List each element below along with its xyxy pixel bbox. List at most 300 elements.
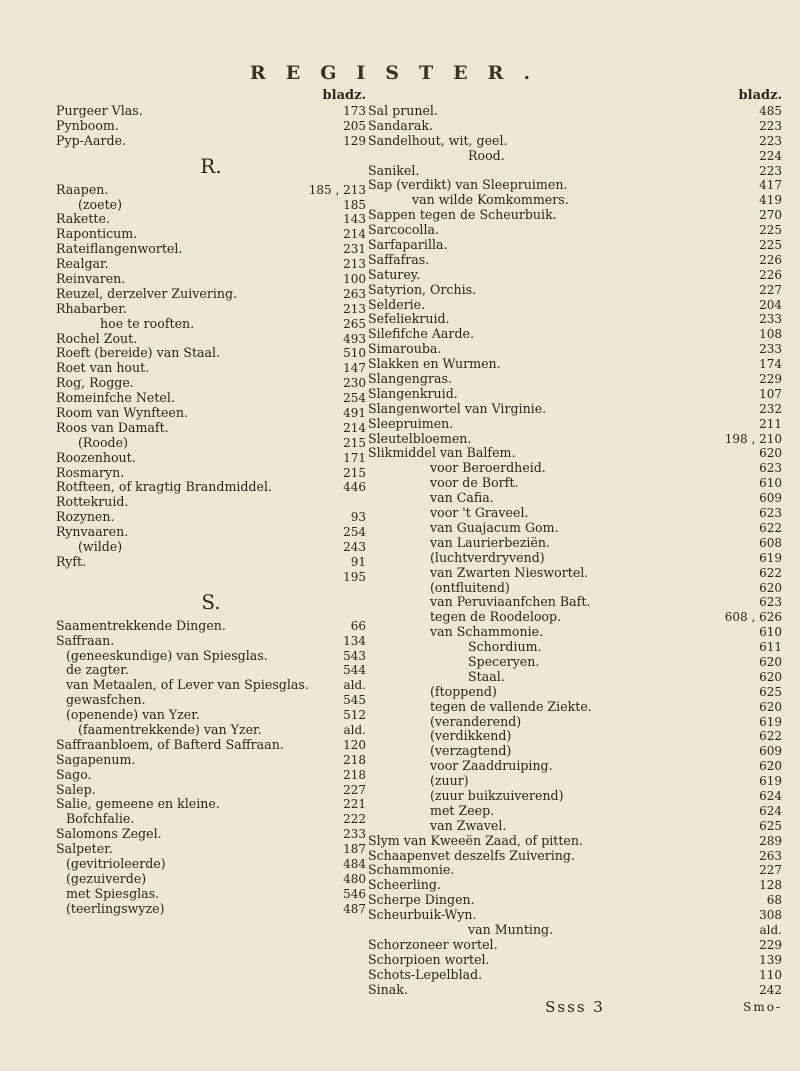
entry-page: 93 [350, 510, 366, 525]
entry-term: Roet van hout. [56, 360, 150, 376]
index-entry [368, 446, 782, 461]
right-column-header [368, 88, 782, 104]
entry-term: Ryft. [56, 553, 87, 569]
entry-term: Bofchfalie. [66, 811, 135, 827]
entry-term: tegen de Roodeloop. [430, 609, 562, 625]
entry-term: (zoete) [78, 196, 123, 212]
index-entry [56, 634, 366, 649]
entry-page: 227 [759, 282, 782, 297]
entry-page: 623 [759, 506, 782, 521]
entry-page: 609 [759, 491, 782, 506]
entry-term: Sefeliekruid. [368, 311, 450, 327]
entry-term: Rog, Rogge. [56, 375, 134, 391]
entry-term: Salep. [56, 781, 96, 797]
index-entry [56, 287, 366, 302]
index-entry [368, 834, 782, 849]
left-column [56, 88, 366, 917]
index-entry [368, 566, 782, 581]
entry-page: 620 [759, 669, 782, 684]
index-entry [368, 402, 782, 417]
entry-page: 107 [759, 386, 782, 401]
bladz-label: bladz. [322, 88, 366, 103]
entry-term: Sandelhout, wit, geel. [368, 132, 508, 148]
entry-term: Roos van Damaft. [56, 419, 169, 435]
entry-term: Saturey. [368, 266, 421, 282]
entry-page: 289 [759, 833, 782, 848]
index-entry [368, 878, 782, 893]
index-entry [368, 372, 782, 387]
index-entry [56, 783, 366, 798]
index-entry [368, 327, 782, 342]
index-entry [368, 164, 782, 179]
entry-page: 187 [343, 842, 366, 857]
entry-term: voor Zaaddruiping. [430, 758, 553, 774]
entry-term: Room van Wynfteen. [56, 405, 188, 421]
index-entry [56, 376, 366, 391]
entry-page: 624 [759, 803, 782, 818]
entry-term: Sandarak. [368, 117, 433, 133]
entry-page: 608 [759, 535, 782, 550]
entry-term: Sap (verdikt) van Sleepruimen. [368, 177, 568, 193]
entry-page: 624 [759, 788, 782, 803]
entry-page: 227 [343, 782, 366, 797]
entry-page: 120 [343, 737, 366, 752]
entry-term: voor 't Graveel. [430, 505, 529, 521]
entry-term: Schots-Lepelblad. [368, 966, 483, 982]
index-entry [56, 649, 366, 664]
index-entry [368, 283, 782, 298]
entry-term: de zagter. [66, 662, 129, 678]
entry-page: 173 [343, 104, 366, 118]
index-entry [368, 849, 782, 864]
entry-term: (luchtverdryvend) [430, 549, 545, 565]
entry-page: 215 [343, 435, 366, 450]
index-entry [56, 570, 366, 585]
entry-page: 227 [759, 863, 782, 878]
index-entry [56, 302, 366, 317]
entry-term: Slym van Kweeën Zaad, of pitten. [368, 832, 583, 848]
right-entries [368, 104, 782, 997]
entry-page: 242 [759, 982, 782, 997]
index-entry [368, 625, 782, 640]
index-entry [56, 678, 366, 693]
index-entry [368, 491, 782, 506]
entry-term: met Zeep. [430, 802, 495, 818]
index-entry [56, 257, 366, 272]
index-entry [56, 421, 366, 436]
index-entry [368, 759, 782, 774]
index-entry [56, 104, 366, 119]
section-letter: S. [201, 589, 221, 614]
entry-term: Raponticum. [56, 226, 138, 242]
entry-page: 610 [759, 476, 782, 491]
entry-term: (verdikkend) [430, 728, 512, 744]
entry-page: 545 [343, 693, 366, 708]
entry-page: 611 [759, 640, 782, 655]
entry-term: Romeinfche Netel. [56, 390, 175, 406]
entry-page: 185 , 213 [308, 182, 366, 197]
index-entry [368, 476, 782, 491]
entry-page: 134 [343, 633, 366, 648]
entry-term: Rotfteen, of kragtig Brandmiddel. [56, 479, 273, 495]
entry-term: Slakken en Wurmen. [368, 356, 501, 372]
index-entry [56, 332, 366, 347]
entry-term: Roozenhout. [56, 449, 136, 465]
index-entry [368, 729, 782, 744]
entry-term: Sanikel. [368, 162, 420, 178]
index-entry [56, 902, 366, 917]
entry-page: 610 [759, 625, 782, 640]
entry-term: van Zwarten Nieswortel. [430, 564, 589, 580]
index-entry [368, 298, 782, 313]
entry-page: 620 [759, 699, 782, 714]
entry-page: 419 [759, 193, 782, 208]
entry-term: (gevitrioleerde) [66, 855, 166, 871]
left-column-header [56, 88, 366, 104]
entry-page: 214 [343, 420, 366, 435]
entry-page: 231 [343, 242, 366, 257]
entry-term: Sago. [56, 766, 92, 782]
entry-page: 213 [343, 257, 366, 272]
index-entry [56, 391, 366, 406]
entry-term: van Cafia. [430, 490, 494, 506]
entry-term: (verzagtend) [430, 743, 512, 759]
index-entry [368, 134, 782, 149]
entry-term: Saffraanbloem, of Bafterd Saffraan. [56, 736, 284, 752]
entry-term: Schordium. [468, 639, 542, 655]
entry-term: (ontfluitend) [430, 579, 510, 595]
entry-page: 485 [759, 104, 782, 118]
entry-term: van Laurierbeziën. [430, 534, 550, 550]
entry-page: ald. [343, 722, 366, 737]
entry-page: 195 [343, 569, 366, 584]
entry-page: 226 [759, 267, 782, 282]
entry-page: 229 [759, 372, 782, 387]
entry-term: Salomons Zegel. [56, 826, 162, 842]
entry-term: Staal. [468, 668, 505, 684]
entry-page: 544 [343, 663, 366, 678]
entry-page: 265 [343, 316, 366, 331]
section-letter: R. [200, 153, 222, 178]
entry-page: 171 [343, 450, 366, 465]
index-entry [368, 223, 782, 238]
index-entry [368, 640, 782, 655]
index-entry [368, 238, 782, 253]
entry-page: 233 [759, 312, 782, 327]
entry-term: van Zwavel. [430, 817, 507, 833]
entry-page: 211 [759, 416, 782, 431]
entry-term: Silefifche Aarde. [368, 326, 474, 342]
entry-page: 233 [343, 827, 366, 842]
entry-page: 204 [759, 297, 782, 312]
entry-term: (wilde) [78, 539, 123, 555]
entry-term: (Roode) [78, 434, 128, 450]
entry-page: 480 [343, 871, 366, 886]
entry-term: Scheerling. [368, 877, 441, 893]
entry-term: (openende) van Yzer. [66, 707, 200, 723]
entry-term: Pyp-Aarde. [56, 132, 127, 148]
entry-term: gewasfchen. [66, 692, 146, 708]
index-entry [56, 827, 366, 842]
entry-page: 215 [343, 465, 366, 480]
entry-term: van wilde Komkommers. [412, 192, 569, 208]
entry-page: 205 [343, 118, 366, 133]
entry-page: 512 [343, 708, 366, 723]
entry-page: 622 [759, 520, 782, 535]
index-entry [56, 738, 366, 753]
entry-page: 214 [343, 227, 366, 242]
entry-term: Roeft (bereide) van Staal. [56, 345, 221, 361]
entry-page: 100 [343, 272, 366, 287]
entry-term: Rynvaaren. [56, 524, 129, 540]
entry-term: Sappen tegen de Scheurbuik. [368, 207, 557, 223]
index-entry [368, 581, 782, 596]
entry-page: 213 [343, 301, 366, 316]
entry-page: 623 [759, 461, 782, 476]
entry-term: Rosmaryn. [56, 464, 125, 480]
index-entry [368, 342, 782, 357]
entry-page: 254 [343, 525, 366, 540]
entry-term: Salpeter. [56, 841, 113, 857]
index-entry [56, 451, 366, 466]
index-entry [56, 708, 366, 723]
entry-term: Rozynen. [56, 509, 115, 525]
entry-page: 229 [759, 937, 782, 952]
entry-page: 223 [759, 133, 782, 148]
entry-page: 493 [343, 331, 366, 346]
entry-term: tegen de vallende Ziekte. [430, 698, 592, 714]
index-entry [56, 555, 366, 570]
index-entry [368, 193, 782, 208]
index-entry [368, 685, 782, 700]
page-header: REGISTER. [249, 62, 551, 84]
entry-page: 484 [343, 856, 366, 871]
index-entry [368, 655, 782, 670]
index-entry [368, 104, 782, 119]
entry-page: 185 [343, 197, 366, 212]
index-entry [368, 938, 782, 953]
entry-term: voor de Borft. [430, 475, 519, 491]
index-entry [368, 268, 782, 283]
entry-page: 91 [350, 554, 366, 569]
entry-page: 543 [343, 648, 366, 663]
index-entry [56, 619, 366, 634]
entry-term: Schammonie. [368, 862, 455, 878]
entry-page: 128 [759, 878, 782, 893]
entry-term: Sal prunel. [368, 103, 438, 118]
entry-term: Sarfaparilla. [368, 237, 448, 253]
entry-page: 254 [343, 391, 366, 406]
index-entry [368, 178, 782, 193]
index-entry [368, 670, 782, 685]
entry-page: 218 [343, 767, 366, 782]
entry-term: voor Beroerdheid. [430, 460, 546, 476]
entry-page: 225 [759, 223, 782, 238]
entry-page: 263 [759, 848, 782, 863]
entry-page: 620 [759, 654, 782, 669]
signature-mark [368, 997, 782, 1017]
entry-page: 625 [759, 818, 782, 833]
entry-page: 66 [350, 618, 366, 633]
entry-page: 129 [343, 133, 366, 148]
entry-term: Sleepruimen. [368, 415, 454, 431]
index-entry [56, 723, 366, 738]
entry-page: 446 [343, 480, 366, 495]
index-entry [56, 134, 366, 149]
index-entry [56, 183, 366, 198]
entry-page: 622 [759, 729, 782, 744]
entry-term: Selderie. [368, 296, 426, 312]
entry-page: 223 [759, 163, 782, 178]
index-entry [56, 272, 366, 287]
entry-page: 510 [343, 346, 366, 361]
index-entry [368, 595, 782, 610]
entry-term: (teerlingswyze) [66, 900, 165, 916]
index-entry [368, 893, 782, 908]
index-entry [56, 857, 366, 872]
entry-term: Slangenwortel van Virginie. [368, 400, 547, 416]
index-entry [368, 253, 782, 268]
index-entry [368, 968, 782, 983]
entry-term: van Munting. [468, 921, 554, 937]
index-entry [368, 521, 782, 536]
index-entry [368, 506, 782, 521]
entry-term: Scherpe Dingen. [368, 892, 475, 908]
entry-term: Reuzel, derzelver Zuivering. [56, 285, 238, 301]
entry-term: Salie, gemeene en kleine. [56, 796, 220, 812]
entry-term: Saffraan. [56, 632, 115, 648]
index-entry [56, 436, 366, 451]
entry-term: Slangengras. [368, 371, 452, 387]
entry-page: 222 [343, 812, 366, 827]
entry-page: 108 [759, 327, 782, 342]
index-entry [56, 317, 366, 332]
entry-page: 143 [343, 212, 366, 227]
index-entry [56, 495, 366, 510]
index-entry [368, 923, 782, 938]
index-entry [56, 768, 366, 783]
entry-term: (veranderend) [430, 713, 522, 729]
entry-term: Rakette. [56, 211, 110, 227]
entry-page: 546 [343, 886, 366, 901]
entry-page: 224 [759, 148, 782, 163]
index-entry [368, 357, 782, 372]
index-entry [56, 797, 366, 812]
entry-page: 623 [759, 595, 782, 610]
entry-term: van Guajacum Gom. [430, 519, 559, 535]
entry-term: Rood. [468, 147, 505, 163]
index-entry [56, 227, 366, 242]
entry-page: 491 [343, 406, 366, 421]
entry-term: met Spiesglas. [66, 885, 160, 901]
index-entry [368, 774, 782, 789]
signature-text: Ssss 3 [545, 998, 605, 1017]
index-entry [56, 753, 366, 768]
entry-term: Slangenkruid. [368, 385, 458, 401]
entry-page: 308 [759, 908, 782, 923]
entry-term: van Schammonie. [430, 624, 544, 640]
entry-term: Speceryen. [468, 653, 540, 669]
index-entry [56, 242, 366, 257]
entry-page: 221 [343, 797, 366, 812]
entry-page: 620 [759, 446, 782, 461]
index-entry [56, 540, 366, 555]
entry-term: Pynboom. [56, 117, 119, 133]
entry-page: 110 [759, 967, 782, 982]
entry-term: Satyrion, Orchis. [368, 281, 477, 297]
entry-page: 620 [759, 759, 782, 774]
entry-term: (zuur buikzuiverend) [430, 787, 564, 803]
entry-term: Schorpioen wortel. [368, 951, 490, 967]
entry-page: 608 , 626 [724, 610, 782, 625]
catchword: Smo- [743, 1000, 782, 1015]
index-entry [368, 417, 782, 432]
entry-page: 218 [343, 752, 366, 767]
entry-page: 225 [759, 238, 782, 253]
entry-term: (gezuiverde) [66, 870, 147, 886]
index-entry [368, 119, 782, 134]
entry-term: Schorzoneer wortel. [368, 936, 498, 952]
index-entry [368, 715, 782, 730]
entry-page: 174 [759, 357, 782, 372]
index-entry [56, 812, 366, 827]
left-entries [56, 104, 366, 917]
entry-term: Sagapenum. [56, 751, 136, 767]
entry-page: 223 [759, 118, 782, 133]
index-entry [56, 346, 366, 361]
index-entry [368, 432, 782, 447]
index-entry [56, 466, 366, 481]
entry-term: (faamentrekkende) van Yzer. [78, 721, 262, 737]
entry-term: Realgar. [56, 256, 109, 272]
right-column [368, 88, 782, 1017]
index-entry [368, 536, 782, 551]
entry-page: 230 [343, 376, 366, 391]
entry-page: 619 [759, 550, 782, 565]
entry-page: 233 [759, 342, 782, 357]
entry-page: 139 [759, 952, 782, 967]
entry-term: (zuur) [430, 773, 469, 789]
index-entry [368, 387, 782, 402]
index-entry [368, 819, 782, 834]
entry-page: 263 [343, 286, 366, 301]
entry-term: (geneeskundige) van Spiesglas. [66, 647, 268, 663]
entry-term: Rottekruid. [56, 494, 129, 510]
entry-term: Rochel Zout. [56, 330, 138, 346]
entry-term: van Metaalen, of Lever van Spiesglas. [66, 677, 309, 693]
index-entry [368, 610, 782, 625]
entry-term: van Peruviaanfchen Baft. [430, 594, 591, 610]
entry-term: hoe te rooften. [100, 315, 195, 331]
index-entry [56, 510, 366, 525]
entry-page: 198 , 210 [724, 431, 782, 446]
index-entry [368, 149, 782, 164]
index-entry [56, 212, 366, 227]
index-entry [56, 872, 366, 887]
index-entry [56, 663, 366, 678]
index-entry [56, 842, 366, 857]
entry-term: (ftoppend) [430, 683, 497, 699]
entry-page: 270 [759, 208, 782, 223]
index-entry [368, 804, 782, 819]
entry-term: Sarcocolla. [368, 222, 439, 238]
entry-page: 609 [759, 744, 782, 759]
entry-page: 622 [759, 565, 782, 580]
entry-page: 243 [343, 540, 366, 555]
index-entry [56, 887, 366, 902]
entry-term: Sinak. [368, 981, 408, 997]
entry-term: Simarouba. [368, 341, 442, 357]
